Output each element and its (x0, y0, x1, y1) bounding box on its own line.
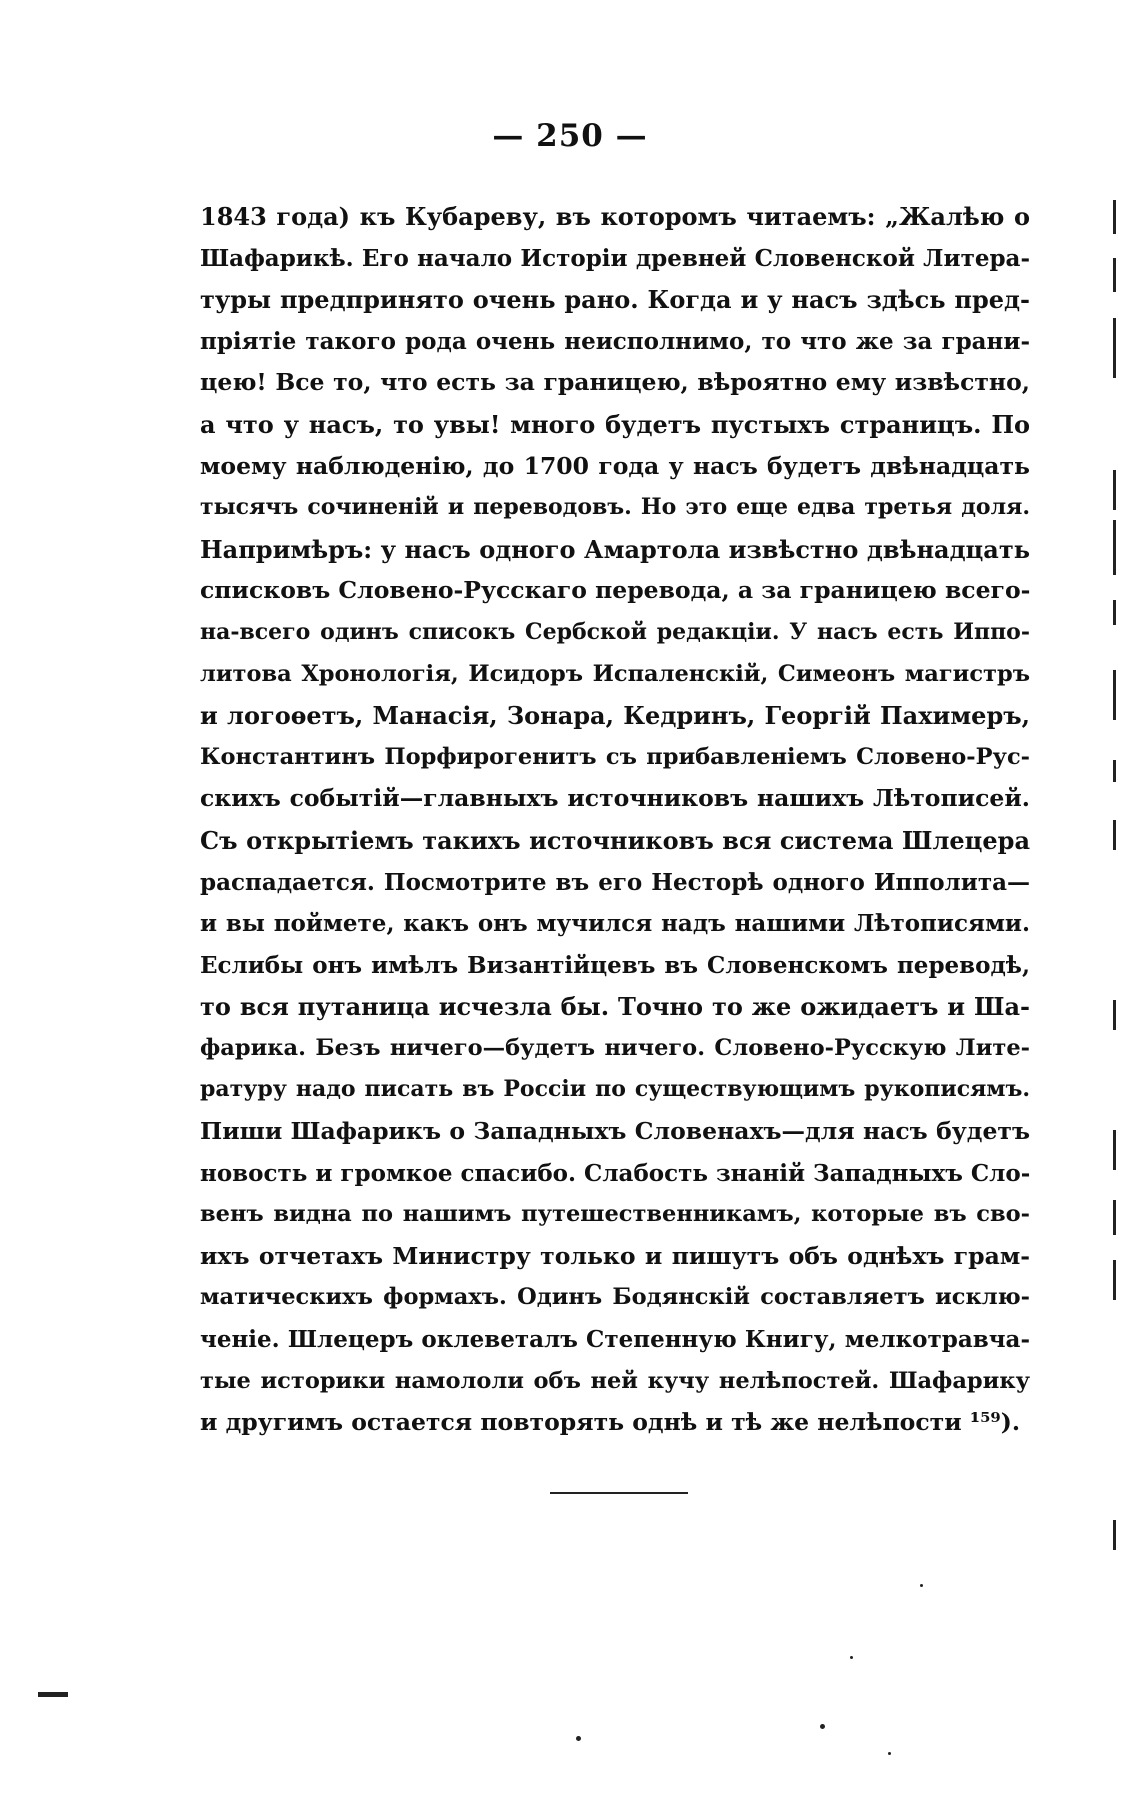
text-line: новость и громкое спасибо. Слабость знаній Западныхъ Сло- (200, 1159, 1030, 1187)
text-line: цею! Все то, что есть за границею, вѣроятно ему извѣстно, (200, 368, 1030, 397)
scan-edge-mark (1113, 258, 1116, 292)
text-line: 1843 года) къ Кубареву, въ которомъ читаемъ: „Жалѣю о (200, 202, 1030, 231)
scan-edge-mark (1113, 200, 1116, 234)
text-line: распадается. Посмотрите въ его Несторѣ одного Ипполита— (200, 868, 1030, 896)
scan-dot (920, 1584, 923, 1587)
text-line: фарика. Безъ ничего—будетъ ничего. Словено-Русскую Лите- (200, 1034, 1030, 1061)
scan-edge-mark (1113, 670, 1116, 720)
text-line: на-всего одинъ списокъ Сербской редакціи. У насъ есть Иппо- (200, 618, 1030, 645)
text-line: ченіе. Шлецеръ оклеветалъ Степенную Книгу, мелкотравча- (200, 1326, 1030, 1354)
text-line: скихъ событій—главныхъ источниковъ нашихъ Лѣтописей. (200, 784, 1030, 813)
text-line: литова Хронологія, Исидоръ Испаленскій, Симеонъ магистръ (200, 660, 1030, 687)
scan-edge-mark (1113, 600, 1116, 625)
scan-dot (888, 1752, 891, 1755)
text-line: Напримѣръ: у насъ одного Амартола извѣстно двѣнадцать (200, 534, 1030, 564)
scan-edge-mark (1113, 470, 1116, 510)
scan-dash-mark (38, 1692, 68, 1697)
scan-dot (820, 1724, 825, 1729)
scan-dot (850, 1656, 853, 1659)
text-line: Съ открытіемъ такихъ источниковъ вся система Шлецера (200, 825, 1030, 855)
scan-edge-mark (1113, 520, 1116, 575)
text-line: и другимъ остается повторять однѣ и тѣ же нелѣпости ¹⁵⁹). (200, 1408, 1021, 1437)
scan-edge-mark (1113, 1130, 1116, 1170)
scan-edge-mark (1113, 760, 1116, 782)
text-line: ихъ отчетахъ Министру только и пишутъ объ однѣхъ грам- (200, 1241, 1030, 1270)
text-line: то вся путаница исчезла бы. Точно то же ожидаетъ и Ша- (200, 992, 1030, 1022)
text-line: а что у насъ, то увы! много будетъ пустыхъ страницъ. По (200, 409, 1030, 439)
text-line: и логоѳетъ, Манасія, Зонара, Кедринъ, Георгій Пахимеръ, (200, 701, 1030, 731)
text-line: Шафарикѣ. Его начало Исторіи древней Словенской Литера- (200, 244, 1030, 272)
text-line: венъ видна по нашимъ путешественникамъ, которые въ сво- (200, 1201, 1030, 1228)
text-line: тысячъ сочиненій и переводовъ. Но это еще едва третья доля. (200, 494, 1030, 521)
page-number: — 250 — (492, 118, 648, 154)
text-line: туры предпринято очень рано. Когда и у насъ здѣсь пред- (200, 285, 1030, 315)
end-rule (550, 1492, 688, 1494)
scan-edge-mark (1113, 1520, 1116, 1550)
text-line: матическихъ формахъ. Одинъ Бодянскій составляетъ исклю- (200, 1284, 1030, 1311)
scan-dot (576, 1736, 581, 1741)
text-line: Еслибы онъ имѣлъ Византійцевъ въ Словенскомъ переводѣ, (200, 951, 1030, 979)
text-line: Константинъ Порфирогенитъ съ прибавленіемъ Словено-Рус- (200, 743, 1030, 770)
scan-edge-mark (1113, 820, 1116, 850)
text-line: ратуру надо писать въ Россіи по существующимъ рукописямъ. (200, 1076, 1030, 1103)
scan-edge-mark (1113, 1260, 1116, 1300)
scan-edge-mark (1113, 318, 1116, 378)
text-line: Пиши Шафарикъ о Западныхъ Словенахъ—для насъ будетъ (200, 1117, 1030, 1146)
scan-edge-mark (1113, 1200, 1116, 1235)
text-line: тые историки намололи объ ней кучу нелѣпостей. Шафарику (200, 1367, 1030, 1394)
body-text (200, 196, 1030, 1444)
text-line: пріятіе такого рода очень неисполнимо, то что же за грани- (200, 327, 1030, 355)
text-line: списковъ Словено-Русскаго перевода, а за границею всего- (200, 576, 1030, 605)
text-line: и вы поймете, какъ онъ мучился надъ нашими Лѣтописями. (200, 910, 1030, 938)
text-line: моему наблюденію, до 1700 года у насъ будетъ двѣнадцать (200, 451, 1030, 480)
scan-edge-mark (1113, 1000, 1116, 1030)
